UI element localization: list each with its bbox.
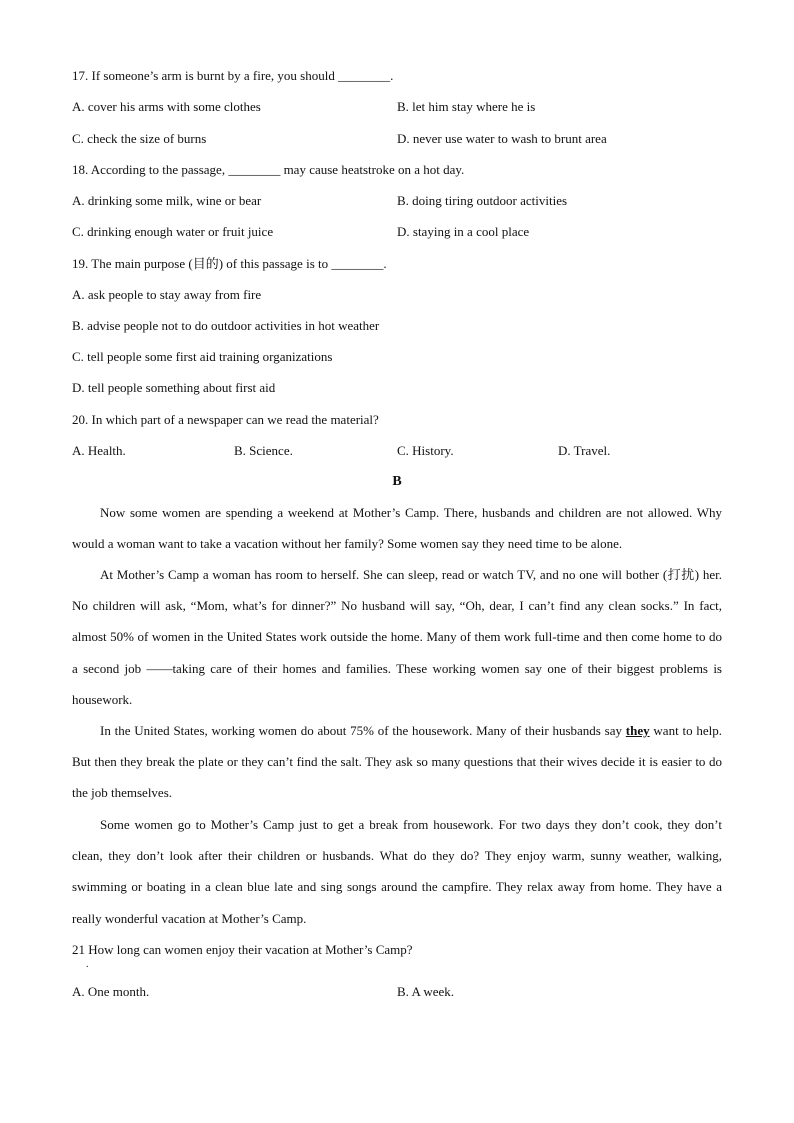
q18-option-a: A. drinking some milk, wine or bear [72,193,262,208]
q18-option-b: B. doing tiring outdoor activities [397,193,568,208]
q20-stem: 20. In which part of a newspaper can we read the material? [72,412,379,427]
q19-stem: 19. The main purpose (目的) of this passage is to ________. [72,256,387,271]
q19-option-b: B. advise people not to do outdoor activities in hot weather [72,318,380,333]
q20-option-b: B. Science. [234,443,293,458]
q18-option-d: D. staying in a cool place [397,224,530,239]
q17-stem: 17. If someone’s arm is burnt by a fire, you should ________. [72,68,394,83]
underlined-word-they: they [625,723,650,738]
q20-option-d: D. Travel. [558,443,611,458]
passage-paragraph-4: Some women go to Mother’s Camp just to get a break from housework. For two days they don’t cook, they don’t clean, they don’t look after their children or husbands. What do they do? They enjoy warm, sunny weather, walking, swimming or boating in a clean blue late and sing songs around the campfire. They relax away from home. They have a really wonderful vacation at Mother’s Camp. [72,817,722,926]
passage-paragraph-3 [72,715,722,809]
q20-option-c: C. History. [397,443,454,458]
q17-option-c: C. check the size of burns [72,131,207,146]
passage-paragraph-1: Now some women are spending a weekend at Mother’s Camp. There, husbands and children are not allowed. Why would a woman want to take a vacation without her family? Some women say they need time to be alone. [72,505,722,552]
q19-option-c: C. tell people some first aid training organizations [72,349,333,364]
q21-option-b: B. A week. [397,984,455,999]
paragraph-3-text-end: want to help. But then they break the plate or they can’t find the salt. They ask so many questions that their wives decide it is easier to do the job themselves. [72,723,722,801]
q18-option-c: C. drinking enough water or fruit juice [72,224,274,239]
q17-option-b: B. let him stay where he is [397,99,536,114]
q20-option-a: A. Health. [72,443,126,458]
q21-stem: 21 How long can women enjoy their vacation at Mother’s Camp? [72,942,413,957]
q17-option-d: D. never use water to wash to brunt area [397,131,607,146]
q17-option-a: A. cover his arms with some clothes [72,99,261,114]
passage-paragraph-2: At Mother’s Camp a woman has room to herself. She can sleep, read or watch TV, and no one will bother (打扰) her. No children will ask, “Mom, what’s for dinner?” No husband will say, “Oh, dear, I can’t find any clean socks.” In fact, almost 50% of women in the United States work outside the home. Many of them work full-time and then come home to do a second job ——taking care of their homes and families. These working women say one of their biggest problems is housework. [72,567,722,707]
q19-option-a: A. ask people to stay away from fire [72,287,262,302]
paragraph-3-text-start: In the United States, working women do about 75% of the housework. Many of their husbands say [100,723,626,738]
section-b-heading: B [392,474,402,489]
q19-option-d: D. tell people something about first aid [72,380,276,395]
q21-option-a: A. One month. [72,984,150,999]
q18-stem: 18. According to the passage, ________ may cause heatstroke on a hot day. [72,162,465,177]
q21-dot: . [86,959,89,970]
